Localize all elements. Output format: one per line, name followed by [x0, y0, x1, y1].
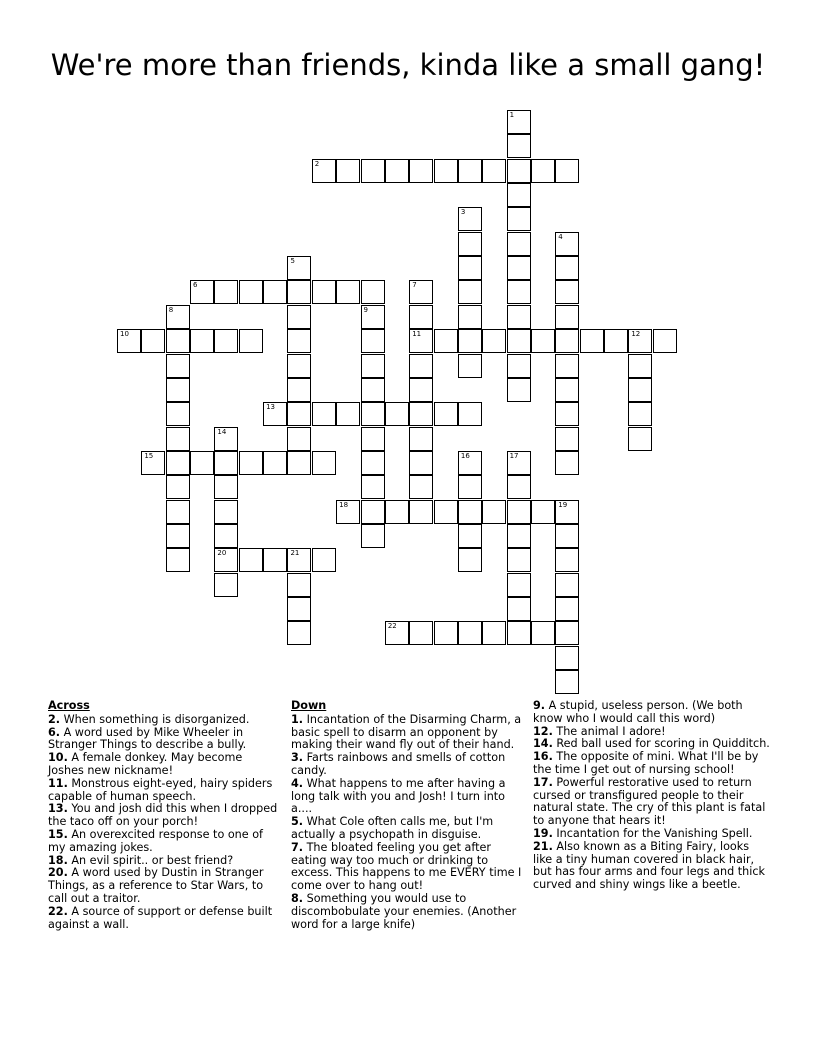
clue-number: 19.	[533, 826, 553, 840]
grid-cell[interactable]	[214, 500, 238, 524]
clue-start-number: 12	[631, 330, 641, 339]
page-title: We're more than friends, kinda like a small gang!	[50, 48, 766, 82]
clue-item	[291, 816, 523, 842]
grid-cell[interactable]	[555, 378, 579, 402]
grid-cell[interactable]	[531, 329, 555, 353]
clue-start-number: 3	[460, 208, 466, 217]
grid-cell[interactable]	[166, 451, 190, 475]
grid-cell[interactable]	[507, 183, 531, 207]
grid-cell[interactable]	[555, 232, 579, 256]
clue-item	[291, 714, 523, 752]
grid-cell[interactable]	[263, 451, 287, 475]
clue-text: Red ball used for scoring in Quidditch.	[552, 737, 770, 751]
grid-cell[interactable]	[507, 207, 531, 231]
clue-start-number: 21	[290, 549, 300, 558]
clue-item	[533, 841, 771, 892]
clue-text: Monstrous eight-eyed, hairy spiders capable of human speech.	[48, 776, 273, 803]
grid-cell[interactable]	[312, 402, 336, 426]
clue-number: 17.	[533, 775, 553, 789]
grid-cell[interactable]	[409, 402, 433, 426]
clue-number: 9.	[533, 699, 546, 712]
clue-text: Incantation of the Disarming Charm, a basic spell to disarm an opponent by making their wand fly out of their hand.	[291, 712, 522, 752]
grid-cell[interactable]	[312, 548, 336, 572]
clue-item	[291, 752, 523, 778]
grid-cell[interactable]	[555, 402, 579, 426]
grid-cell[interactable]	[458, 475, 482, 499]
clue-number: 13.	[48, 802, 68, 816]
clue-start-number: 13	[266, 403, 276, 412]
grid-cell[interactable]	[287, 548, 311, 572]
grid-cell[interactable]	[434, 500, 458, 524]
grid-cell[interactable]	[458, 329, 482, 353]
clue-start-number: 1	[509, 111, 515, 119]
grid-cell[interactable]	[336, 159, 360, 183]
grid-cell[interactable]	[312, 159, 336, 183]
grid-cell[interactable]	[336, 402, 360, 426]
grid-cell[interactable]	[628, 402, 652, 426]
clue-text: Also known as a Biting Fairy, looks like a tiny human covered in black hair, but has four arms and four legs and thick curved and shiny wings like a beetle.	[533, 839, 765, 892]
clue-number: 18.	[48, 853, 68, 867]
clue-start-number: 14	[217, 427, 227, 436]
grid-cell[interactable]	[214, 451, 238, 475]
clue-text: A stupid, useless person. (We both know who I would call this word)	[533, 699, 743, 725]
grid-cell[interactable]	[434, 621, 458, 645]
grid-cell[interactable]	[409, 159, 433, 183]
grid-cell[interactable]	[336, 500, 360, 524]
grid-cell[interactable]	[507, 621, 531, 645]
clue-text: A word used by Mike Wheeler in Stranger Things to describe a bully.	[48, 725, 247, 752]
grid-cell[interactable]	[482, 500, 506, 524]
grid-cell[interactable]	[507, 500, 531, 524]
clue-text: Incantation for the Vanishing Spell.	[552, 826, 753, 840]
clue-text: Something you would use to discombobulate your enemies. (Another word for a large knife)	[291, 891, 517, 931]
grid-cell[interactable]	[263, 548, 287, 572]
grid-cell[interactable]	[628, 329, 652, 353]
clue-number: 10.	[48, 751, 68, 765]
grid-cell[interactable]	[263, 280, 287, 304]
clue-item	[533, 777, 771, 828]
clue-text: A word used by Dustin in Stranger Things, as a reference to Star Wars, to call out a traitor.	[48, 866, 264, 905]
grid-cell[interactable]	[555, 670, 579, 694]
clue-number: 6.	[48, 725, 61, 739]
grid-cell[interactable]	[361, 524, 385, 548]
grid-cell[interactable]	[361, 378, 385, 402]
clue-item	[48, 867, 280, 905]
clue-text: A source of support or defense built against a wall.	[48, 904, 273, 931]
clue-item	[291, 893, 523, 931]
grid-cell[interactable]	[385, 500, 409, 524]
grid-cell[interactable]	[507, 280, 531, 304]
clue-text: Farts rainbows and smells of cotton candy.	[291, 751, 506, 777]
grid-cell[interactable]	[507, 256, 531, 280]
grid-cell[interactable]	[434, 159, 458, 183]
grid-cell[interactable]	[361, 475, 385, 499]
grid-cell[interactable]	[555, 329, 579, 353]
grid-cell[interactable]	[507, 329, 531, 353]
grid-cell[interactable]	[409, 427, 433, 451]
clue-item	[48, 778, 280, 804]
grid-cell[interactable]	[482, 621, 506, 645]
grid-cell[interactable]	[434, 402, 458, 426]
grid-cell[interactable]	[361, 280, 385, 304]
clue-number: 22.	[48, 904, 68, 918]
grid-cell[interactable]	[361, 427, 385, 451]
grid-cell[interactable]	[507, 305, 531, 329]
grid-cell[interactable]	[361, 159, 385, 183]
clue-text: What happens to me after having a long talk with you and Josh! I turn into a....	[291, 776, 506, 816]
grid-cell[interactable]	[409, 305, 433, 329]
grid-cell[interactable]	[531, 159, 555, 183]
grid-cell[interactable]	[458, 159, 482, 183]
grid-cell[interactable]	[458, 354, 482, 378]
grid-cell[interactable]	[166, 329, 190, 353]
grid-cell[interactable]	[361, 451, 385, 475]
grid-cell[interactable]	[117, 329, 141, 353]
grid-cell[interactable]	[507, 354, 531, 378]
clue-start-number: 2	[314, 159, 320, 168]
grid-cell[interactable]	[555, 573, 579, 597]
grid-cell[interactable]	[409, 621, 433, 645]
clue-number: 1.	[291, 712, 304, 726]
grid-cell[interactable]	[434, 329, 458, 353]
grid-cell[interactable]	[507, 524, 531, 548]
grid-cell[interactable]	[458, 207, 482, 231]
clue-item	[533, 700, 771, 726]
grid-cell[interactable]	[312, 451, 336, 475]
grid-cell[interactable]	[458, 305, 482, 329]
grid-cell[interactable]	[580, 329, 604, 353]
clue-text: The animal I adore!	[552, 724, 666, 738]
grid-cell[interactable]	[214, 524, 238, 548]
grid-cell[interactable]	[239, 548, 263, 572]
clue-number: 3.	[291, 751, 304, 765]
grid-cell[interactable]	[361, 402, 385, 426]
grid-cell[interactable]	[555, 354, 579, 378]
grid-cell[interactable]	[361, 329, 385, 353]
grid-cell[interactable]	[409, 500, 433, 524]
grid-cell[interactable]	[555, 646, 579, 670]
across-clues	[48, 700, 280, 931]
grid-cell[interactable]	[336, 280, 360, 304]
grid-cell[interactable]	[361, 305, 385, 329]
clue-number: 14.	[533, 737, 553, 751]
grid-cell[interactable]	[287, 427, 311, 451]
grid-cell[interactable]	[214, 573, 238, 597]
grid-cell[interactable]	[239, 329, 263, 353]
clue-start-number: 15	[144, 451, 154, 460]
down-clues	[291, 700, 523, 931]
grid-cell[interactable]	[507, 475, 531, 499]
grid-cell[interactable]	[385, 402, 409, 426]
clue-text: A female donkey. May become Joshes new nickname!	[48, 751, 243, 777]
grid-cell[interactable]	[287, 597, 311, 621]
grid-cell[interactable]	[166, 475, 190, 499]
grid-cell[interactable]	[361, 354, 385, 378]
grid-cell[interactable]	[287, 329, 311, 353]
grid-cell[interactable]	[507, 110, 531, 134]
grid-cell[interactable]	[507, 159, 531, 183]
clue-start-number: 20	[217, 549, 227, 558]
clue-start-number: 11	[412, 330, 422, 339]
grid-cell[interactable]	[507, 597, 531, 621]
clue-text: The bloated feeling you get after eating way too much or drinking to excess. This happens to me EVERY time I come over to hang out!	[291, 840, 522, 893]
grid-cell[interactable]	[555, 451, 579, 475]
grid-cell[interactable]	[507, 134, 531, 158]
down-list-continued	[533, 700, 771, 892]
grid-cell[interactable]	[141, 329, 165, 353]
across-heading: Across	[48, 699, 90, 712]
grid-cell[interactable]	[628, 378, 652, 402]
grid-cell[interactable]	[458, 402, 482, 426]
clue-text: You and josh did this when I dropped the taco off on your porch!	[48, 802, 278, 829]
clue-start-number: 22	[387, 622, 397, 631]
clue-item	[291, 778, 523, 816]
grid-cell[interactable]	[458, 451, 482, 475]
grid-cell[interactable]	[287, 451, 311, 475]
grid-cell[interactable]	[555, 280, 579, 304]
grid-cell[interactable]	[507, 232, 531, 256]
clue-start-number: 10	[120, 330, 129, 339]
grid-cell[interactable]	[287, 256, 311, 280]
clue-item	[48, 752, 280, 778]
clue-number: 15.	[48, 827, 68, 841]
clue-start-number: 7	[412, 281, 417, 290]
clue-text: Powerful restorative used to return cursed or transfigured people to their natural state. The cry of this plant is fatal to anyone that hears it!	[533, 775, 766, 828]
grid-cell[interactable]	[312, 280, 336, 304]
grid-cell[interactable]	[507, 451, 531, 475]
clue-start-number: 9	[363, 305, 368, 314]
clue-number: 12.	[533, 724, 553, 738]
clue-start-number: 18	[339, 500, 349, 509]
grid-cell[interactable]	[214, 548, 238, 572]
grid-cell[interactable]	[458, 524, 482, 548]
grid-cell[interactable]	[287, 573, 311, 597]
grid-cell[interactable]	[555, 159, 579, 183]
clue-start-number: 5	[290, 257, 295, 266]
grid-cell[interactable]	[141, 451, 165, 475]
grid-cell[interactable]	[555, 305, 579, 329]
grid-cell[interactable]	[166, 378, 190, 402]
clue-start-number: 17	[509, 451, 519, 460]
grid-cell[interactable]	[555, 524, 579, 548]
grid-cell[interactable]	[409, 475, 433, 499]
grid-cell[interactable]	[166, 524, 190, 548]
grid-cell[interactable]	[409, 378, 433, 402]
clue-text: When something is disorganized.	[60, 712, 250, 726]
grid-cell[interactable]	[507, 573, 531, 597]
grid-cell[interactable]	[166, 305, 190, 329]
grid-cell[interactable]	[190, 329, 214, 353]
grid-cell[interactable]	[166, 548, 190, 572]
grid-cell[interactable]	[214, 427, 238, 451]
grid-cell[interactable]	[287, 280, 311, 304]
grid-cell[interactable]	[287, 621, 311, 645]
grid-cell[interactable]	[458, 232, 482, 256]
grid-cell[interactable]	[409, 354, 433, 378]
clue-text: The opposite of mini. What I'll be by the time I get out of nursing school!	[533, 750, 759, 776]
clue-number: 8.	[291, 891, 304, 905]
grid-cell[interactable]	[458, 500, 482, 524]
grid-cell[interactable]	[214, 475, 238, 499]
clue-text: An evil spirit.. or best friend?	[67, 853, 234, 867]
grid-cell[interactable]	[385, 621, 409, 645]
clue-number: 11.	[48, 776, 68, 790]
grid-cell[interactable]	[287, 402, 311, 426]
clue-start-number: 8	[168, 305, 174, 314]
clue-number: 7.	[291, 840, 304, 854]
grid-cell[interactable]	[190, 280, 214, 304]
clue-item	[48, 906, 280, 932]
grid-cell[interactable]	[653, 329, 677, 353]
grid-cell[interactable]	[239, 451, 263, 475]
clue-text: An overexcited response to one of my amazing jokes.	[48, 827, 263, 854]
clue-text: What Cole often calls me, but I'm actually a psychopath in disguise.	[291, 815, 494, 841]
grid-cell[interactable]	[166, 500, 190, 524]
clue-item	[48, 829, 280, 855]
grid-cell[interactable]	[409, 451, 433, 475]
grid-cell[interactable]	[482, 159, 506, 183]
grid-cell[interactable]	[409, 280, 433, 304]
grid-cell[interactable]	[385, 159, 409, 183]
grid-cell[interactable]	[263, 402, 287, 426]
clue-item	[48, 727, 280, 753]
clue-number: 4.	[291, 776, 304, 790]
grid-cell[interactable]	[555, 548, 579, 572]
grid-cell[interactable]	[482, 329, 506, 353]
grid-cell[interactable]	[287, 354, 311, 378]
grid-cell[interactable]	[409, 329, 433, 353]
grid-cell[interactable]	[239, 280, 263, 304]
clue-item	[533, 751, 771, 777]
grid-cell[interactable]	[214, 280, 238, 304]
clue-number: 20.	[48, 866, 68, 880]
grid-cell[interactable]	[361, 500, 385, 524]
clue-number: 16.	[533, 750, 553, 764]
grid-cell[interactable]	[555, 597, 579, 621]
clue-start-number: 6	[193, 281, 198, 290]
clue-start-number: 16	[460, 451, 470, 460]
clue-start-number: 19	[558, 500, 568, 509]
grid-cell[interactable]	[507, 378, 531, 402]
grid-cell[interactable]	[531, 621, 555, 645]
clue-number: 21.	[533, 839, 553, 853]
grid-cell[interactable]	[555, 427, 579, 451]
grid-cell[interactable]	[458, 280, 482, 304]
across-list	[48, 714, 280, 932]
clue-item	[291, 842, 523, 893]
grid-cell[interactable]	[166, 354, 190, 378]
grid-cell[interactable]	[458, 256, 482, 280]
grid-cell[interactable]	[507, 548, 531, 572]
grid-cell[interactable]	[555, 256, 579, 280]
grid-cell[interactable]	[287, 378, 311, 402]
grid-cell[interactable]	[628, 427, 652, 451]
grid-cell[interactable]	[555, 621, 579, 645]
grid-cell[interactable]	[604, 329, 628, 353]
grid-cell[interactable]	[166, 402, 190, 426]
clue-number: 5.	[291, 815, 304, 829]
clue-start-number: 4	[558, 232, 563, 241]
grid-cell[interactable]	[214, 329, 238, 353]
clue-item	[48, 803, 280, 829]
down-list	[291, 714, 523, 932]
grid-cell[interactable]	[166, 427, 190, 451]
grid-cell[interactable]	[287, 305, 311, 329]
grid-cell[interactable]	[555, 500, 579, 524]
grid-cell[interactable]	[458, 548, 482, 572]
clue-number: 2.	[48, 712, 61, 726]
grid-cell[interactable]	[458, 621, 482, 645]
down-clues-continued	[533, 700, 771, 892]
grid-cell[interactable]	[190, 451, 214, 475]
grid-cell[interactable]	[628, 354, 652, 378]
grid-cell[interactable]	[531, 500, 555, 524]
down-heading: Down	[291, 699, 327, 712]
